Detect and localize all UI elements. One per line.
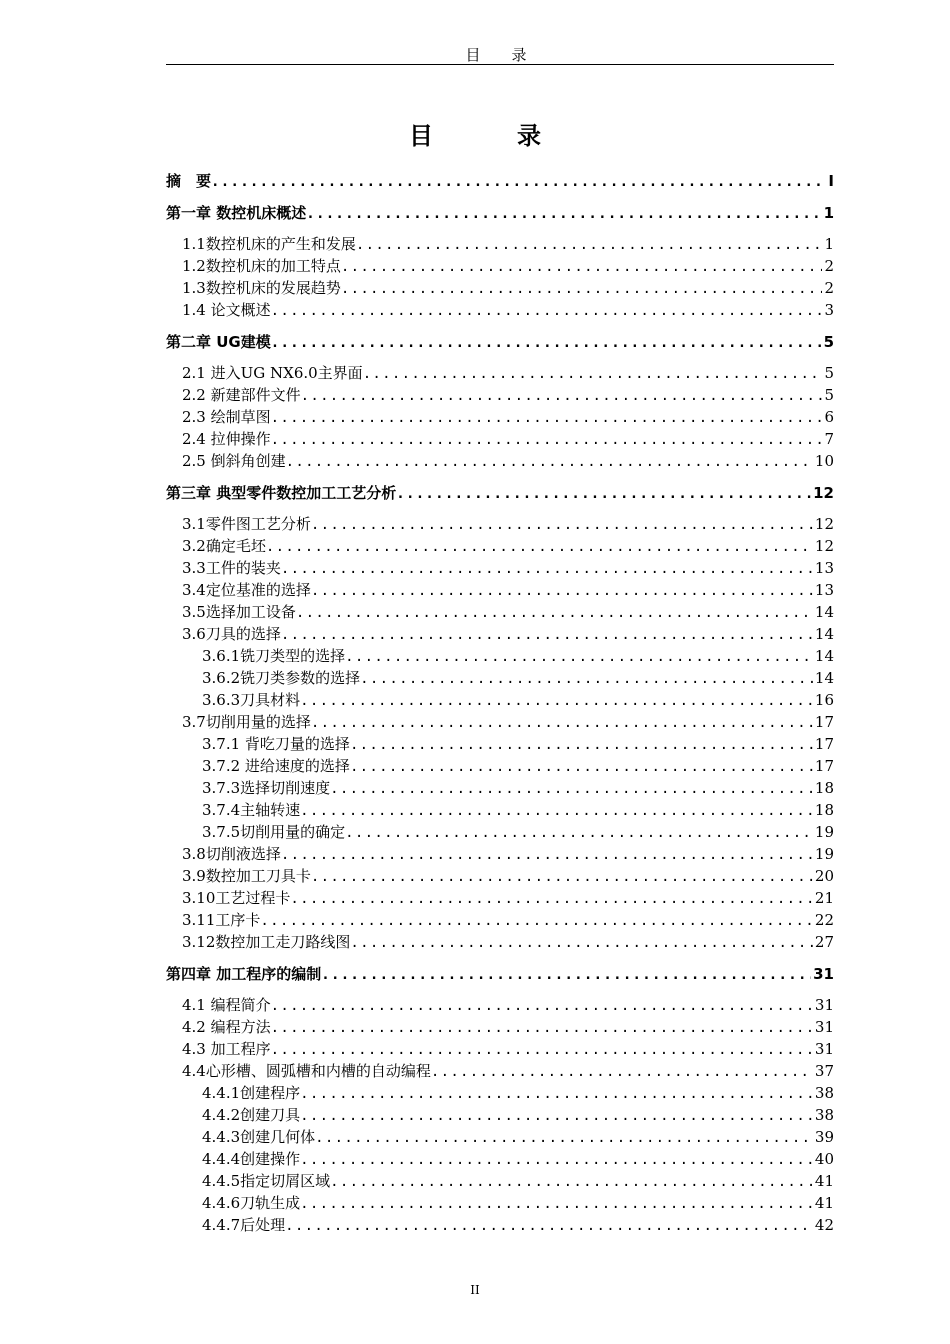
toc-entry-page: 5	[823, 333, 834, 351]
toc-entry-page: 31	[813, 965, 834, 983]
toc-section-entry	[166, 821, 834, 843]
toc-entry-page: 21	[814, 889, 834, 907]
toc-entry-label: 4.4.3创建几何体	[202, 1128, 316, 1146]
toc-entry-label: 4.2 编程方法	[182, 1018, 271, 1036]
toc-leader-dots	[300, 1105, 813, 1126]
toc-section-entry	[166, 733, 834, 755]
toc-entry-label: 3.7.3选择切削速度	[202, 779, 331, 797]
toc-entry-label: 4.4.2创建刀具	[202, 1106, 301, 1124]
toc-entry-label: 3.5选择加工设备	[182, 603, 296, 621]
toc-leader-dots	[271, 429, 823, 450]
toc-entry-page: 19	[814, 845, 834, 863]
toc-section-entry	[166, 994, 834, 1016]
toc-section-entry	[166, 255, 834, 277]
toc-leader-dots	[350, 734, 813, 755]
toc-section-entry	[166, 799, 834, 821]
toc-leader-dots	[281, 844, 813, 865]
toc-entry-page: 41	[814, 1172, 834, 1190]
toc-entry-label: 4.4.4创建操作	[202, 1150, 301, 1168]
toc-leader-dots	[260, 910, 813, 931]
toc-entry-page: 5	[824, 364, 834, 382]
toc-entry-label: 3.7.2 进给速度的选择	[202, 757, 350, 775]
toc-entry-label: 1.3数控机床的发展趋势	[182, 279, 341, 297]
toc-leader-dots	[345, 822, 813, 843]
toc-leader-dots	[285, 1215, 813, 1236]
toc-entry-page: 17	[814, 713, 834, 731]
toc-entry-label: 3.6.2铣刀类参数的选择	[202, 669, 361, 687]
toc-leader-dots	[271, 407, 823, 428]
toc-section-entry	[166, 865, 834, 887]
toc-entry-label: 2.2 新建部件文件	[182, 386, 301, 404]
toc-entry-page: 7	[824, 430, 834, 448]
toc-entry-page: 12	[813, 484, 834, 502]
toc-section-entry	[166, 1214, 834, 1236]
toc-section-entry	[166, 1126, 834, 1148]
toc-entry-page: 12	[814, 537, 834, 555]
toc-entry-page: 14	[814, 625, 834, 643]
toc-leader-dots	[300, 1149, 813, 1170]
toc-entry-page: 22	[814, 911, 834, 929]
toc-leader-dots	[271, 995, 813, 1016]
toc-entry-label: 1.4 论文概述	[182, 301, 271, 319]
toc-leader-dots	[311, 580, 813, 601]
toc-leader-dots	[281, 624, 813, 645]
toc-entry-page: 2	[824, 257, 834, 275]
toc-entry-page: 39	[814, 1128, 834, 1146]
toc-entry-label: 2.3 绘制草图	[182, 408, 271, 426]
toc-leader-dots	[330, 778, 813, 799]
toc-entry-page: 18	[814, 801, 834, 819]
toc-entry-page: 17	[814, 735, 834, 753]
toc-leader-dots	[211, 171, 826, 192]
toc-section-entry	[166, 601, 834, 623]
toc-leader-dots	[266, 536, 813, 557]
toc-leader-dots	[311, 712, 813, 733]
toc-leader-dots	[286, 451, 813, 472]
toc-entry-label: 4.4.6刀轨生成	[202, 1194, 301, 1212]
toc-entry-page: 17	[814, 757, 834, 775]
toc-entry-page: 13	[814, 581, 834, 599]
toc-leader-dots	[360, 668, 813, 689]
toc-leader-dots	[330, 1171, 813, 1192]
toc-chapter-entry	[166, 963, 834, 985]
toc-chapter-entry	[166, 482, 834, 504]
toc-leader-dots	[271, 332, 822, 353]
toc-entry-label: 4.4心形槽、圆弧槽和内槽的自动编程	[182, 1062, 431, 1080]
toc-entry-page: 16	[814, 691, 834, 709]
toc-leader-dots	[321, 964, 811, 985]
toc-entry-label: 2.5 倒斜角创建	[182, 452, 286, 470]
toc-entry-label: 3.4定位基准的选择	[182, 581, 311, 599]
toc-leader-dots	[281, 558, 813, 579]
toc-leader-dots	[311, 514, 813, 535]
toc-entry-page: 1	[824, 235, 834, 253]
toc-leader-dots	[341, 256, 823, 277]
toc-entry-label: 4.4.7后处理	[202, 1216, 286, 1234]
toc-chapter-entry	[166, 331, 834, 353]
toc-section-entry	[166, 1104, 834, 1126]
toc-section-entry	[166, 233, 834, 255]
toc-entry-page: 13	[814, 559, 834, 577]
toc-leader-dots	[271, 1039, 813, 1060]
toc-entry-page: 14	[814, 647, 834, 665]
toc-entry-label: 3.7切削用量的选择	[182, 713, 311, 731]
toc-entry-label: 3.3工件的装夹	[182, 559, 281, 577]
toc-entry-label: 3.10工艺过程卡	[182, 889, 291, 907]
toc-leader-dots	[300, 690, 813, 711]
toc-section-entry	[166, 513, 834, 535]
toc-entry-page: 38	[814, 1084, 834, 1102]
page-title: 目 录	[409, 122, 571, 150]
toc-section-entry	[166, 667, 834, 689]
toc-leader-dots	[341, 278, 823, 299]
toc-entry-label: 3.12数控加工走刀路线图	[182, 933, 351, 951]
toc-entry-page: 18	[814, 779, 834, 797]
toc-entry-page: 37	[814, 1062, 834, 1080]
toc-section-entry	[166, 843, 834, 865]
toc-leader-dots	[300, 1083, 813, 1104]
table-of-contents	[166, 170, 834, 1236]
toc-section-entry	[166, 887, 834, 909]
toc-entry-label: 3.2确定毛坯	[182, 537, 266, 555]
toc-entry-page: 41	[814, 1194, 834, 1212]
toc-leader-dots	[290, 888, 813, 909]
toc-entry-label: 4.3 加工程序	[182, 1040, 271, 1058]
toc-entry-page: 5	[824, 386, 834, 404]
toc-section-entry	[166, 931, 834, 953]
toc-chapter-entry	[166, 202, 834, 224]
toc-entry-label: 3.6.1铣刀类型的选择	[202, 647, 346, 665]
toc-section-entry	[166, 1060, 834, 1082]
toc-leader-dots	[301, 385, 823, 406]
toc-entry-page: 38	[814, 1106, 834, 1124]
toc-entry-label: 第二章 UG建模	[166, 333, 271, 351]
toc-entry-label: 4.4.1创建程序	[202, 1084, 301, 1102]
toc-entry-label: 2.1 进入UG NX6.0主界面	[182, 364, 363, 382]
toc-entry-page: I	[828, 172, 834, 190]
toc-entry-label: 第一章 数控机床概述	[166, 204, 307, 222]
page-number: II	[470, 1283, 480, 1297]
toc-entry-label: 第四章 加工程序的编制	[166, 965, 322, 983]
toc-entry-label: 3.6.3刀具材料	[202, 691, 301, 709]
toc-entry-label: 1.2数控机床的加工特点	[182, 257, 341, 275]
toc-entry-page: 3	[824, 301, 834, 319]
toc-entry-label: 4.1 编程简介	[182, 996, 271, 1014]
toc-section-entry	[166, 1082, 834, 1104]
toc-section-entry	[166, 689, 834, 711]
toc-entry-page: 2	[824, 279, 834, 297]
toc-leader-dots	[356, 234, 823, 255]
toc-section-entry	[166, 277, 834, 299]
toc-leader-dots	[306, 203, 821, 224]
toc-leader-dots	[311, 866, 813, 887]
toc-leader-dots	[296, 602, 813, 623]
toc-entry-page: 31	[814, 1040, 834, 1058]
toc-leader-dots	[345, 646, 813, 667]
toc-section-entry	[166, 777, 834, 799]
toc-entry-page: 42	[814, 1216, 834, 1234]
toc-entry-page: 40	[814, 1150, 834, 1168]
toc-section-entry	[166, 362, 834, 384]
toc-section-entry	[166, 384, 834, 406]
toc-section-entry	[166, 1038, 834, 1060]
toc-leader-dots	[315, 1127, 813, 1148]
toc-leader-dots	[300, 1193, 813, 1214]
toc-leader-dots	[300, 800, 813, 821]
toc-leader-dots	[350, 756, 813, 777]
toc-section-entry	[166, 557, 834, 579]
toc-leader-dots	[396, 483, 811, 504]
toc-entry-page: 27	[814, 933, 834, 951]
toc-entry-page: 12	[814, 515, 834, 533]
toc-leader-dots	[363, 363, 823, 384]
toc-entry-page: 31	[814, 996, 834, 1014]
toc-section-entry	[166, 1170, 834, 1192]
toc-entry-page: 31	[814, 1018, 834, 1036]
toc-section-entry	[166, 623, 834, 645]
toc-entry-page: 6	[824, 408, 834, 426]
toc-section-entry	[166, 711, 834, 733]
toc-section-entry	[166, 299, 834, 321]
toc-entry-label: 第三章 典型零件数控加工工艺分析	[166, 484, 397, 502]
toc-entry-page: 14	[814, 669, 834, 687]
toc-entry-label: 1.1数控机床的产生和发展	[182, 235, 356, 253]
running-header: 目 录	[166, 44, 834, 65]
toc-entry-label: 3.9数控加工刀具卡	[182, 867, 311, 885]
toc-leader-dots	[431, 1061, 813, 1082]
toc-entry-page: 14	[814, 603, 834, 621]
toc-section-entry	[166, 1016, 834, 1038]
toc-entry-page: 20	[814, 867, 834, 885]
toc-leader-dots	[271, 300, 823, 321]
toc-section-entry	[166, 645, 834, 667]
toc-section-entry	[166, 755, 834, 777]
toc-leader-dots	[350, 932, 813, 953]
toc-section-entry	[166, 450, 834, 472]
toc-entry-label: 摘 要	[166, 172, 212, 190]
toc-entry-label: 3.11工序卡	[182, 911, 261, 929]
toc-section-entry	[166, 406, 834, 428]
toc-entry-label: 4.4.5指定切屑区域	[202, 1172, 331, 1190]
toc-entry-label: 3.7.1 背吃刀量的选择	[202, 735, 350, 753]
toc-entry-label: 2.4 拉伸操作	[182, 430, 271, 448]
toc-entry-label: 3.8切削液选择	[182, 845, 281, 863]
toc-chapter-entry	[166, 170, 834, 192]
toc-leader-dots	[271, 1017, 813, 1038]
toc-entry-label: 3.7.5切削用量的确定	[202, 823, 346, 841]
toc-section-entry	[166, 1192, 834, 1214]
toc-entry-page: 19	[814, 823, 834, 841]
toc-section-entry	[166, 535, 834, 557]
toc-entry-label: 3.7.4主轴转速	[202, 801, 301, 819]
toc-entry-label: 3.6刀具的选择	[182, 625, 281, 643]
toc-section-entry	[166, 428, 834, 450]
toc-entry-label: 3.1零件图工艺分析	[182, 515, 311, 533]
toc-section-entry	[166, 1148, 834, 1170]
toc-section-entry	[166, 909, 834, 931]
toc-entry-page: 10	[814, 452, 834, 470]
toc-entry-page: 1	[823, 204, 834, 222]
toc-section-entry	[166, 579, 834, 601]
